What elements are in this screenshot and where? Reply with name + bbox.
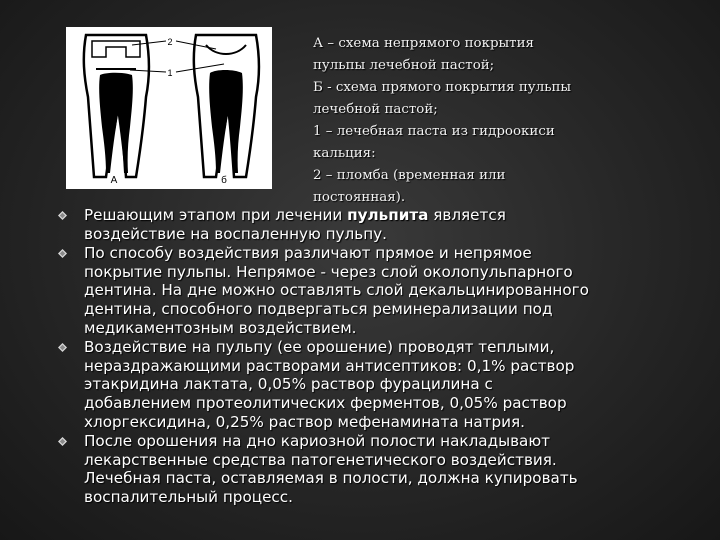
bullet-line: Решающим этапом при лечении пульпита является (84, 206, 506, 224)
caption-line: кальция: (313, 146, 376, 161)
caption-line: лечебной пастой; (313, 102, 438, 117)
list-item (58, 244, 708, 337)
figure-caption (313, 33, 613, 209)
bullet-line: воздействие на воспаленную пульпу. (84, 224, 387, 243)
list-item (58, 206, 708, 243)
diamond-bullet-icon (58, 249, 67, 258)
figure-label-a: А (110, 175, 118, 186)
tooth-b (194, 35, 259, 177)
bullet-line: лекарственные средства патогенетического воздействия. (84, 450, 557, 469)
tooth-a (84, 35, 149, 177)
bullet-line: хлоргексидина, 0,25% раствор мефенамината натрия. (84, 412, 526, 431)
caption-line: 1 – лечебная паста из гидроокиси (313, 124, 555, 139)
bullet-line: воспалительный процесс. (84, 487, 293, 506)
diamond-bullet-icon (58, 343, 67, 352)
bullet-line: Воздействие на пульпу (ее орошение) проводят теплыми, (84, 338, 555, 357)
bullet-line: медикаментозным воздействием. (84, 318, 357, 337)
bullet-line: По способу воздействия различают прямое и непрямое (84, 244, 532, 263)
emphasis-term: пульпита (347, 206, 429, 224)
bullet-line: этакридина лактата, 0,05% раствор фурацилина с (84, 375, 493, 394)
bullet-line: нераздражающими растворами антисептиков: 0,1% раствор (84, 356, 575, 375)
tooth-diagram (66, 27, 272, 189)
diamond-bullet-icon (58, 437, 67, 446)
bullet-line: После орошения на дно кариозной полости накладывают (84, 432, 550, 451)
caption-line: Б - схема прямого покрытия пульпы (313, 80, 572, 95)
caption-line: 2 – пломба (временная или (313, 168, 506, 183)
list-item (58, 432, 708, 506)
figure-label-1: 1 (167, 68, 173, 78)
bullet-line: дентина. На дне можно оставлять слой декальцинированного (84, 281, 589, 300)
diamond-bullet-icon (58, 211, 67, 220)
caption-line: постоянная). (313, 190, 406, 205)
caption-line: А – схема непрямого покрытия (313, 36, 534, 51)
bullet-line: добавлением протеолитических ферментов, 0,05% раствор (84, 393, 567, 412)
figure-label-2: 2 (167, 37, 173, 47)
bullet-line: покрытие пульпы. Непрямое - через слой околопульпарного (84, 262, 573, 281)
bullet-line: дентина, способного подвергаться реминерализации под (84, 299, 553, 318)
caption-line: пульпы лечебной пастой; (313, 58, 495, 73)
figure-label-b: б (221, 175, 227, 186)
bullet-line: Лечебная паста, оставляемая в полости, должна купировать (84, 469, 578, 488)
list-item (58, 338, 708, 431)
bullet-list (58, 206, 708, 508)
tooth-diagram-svg (66, 27, 272, 189)
